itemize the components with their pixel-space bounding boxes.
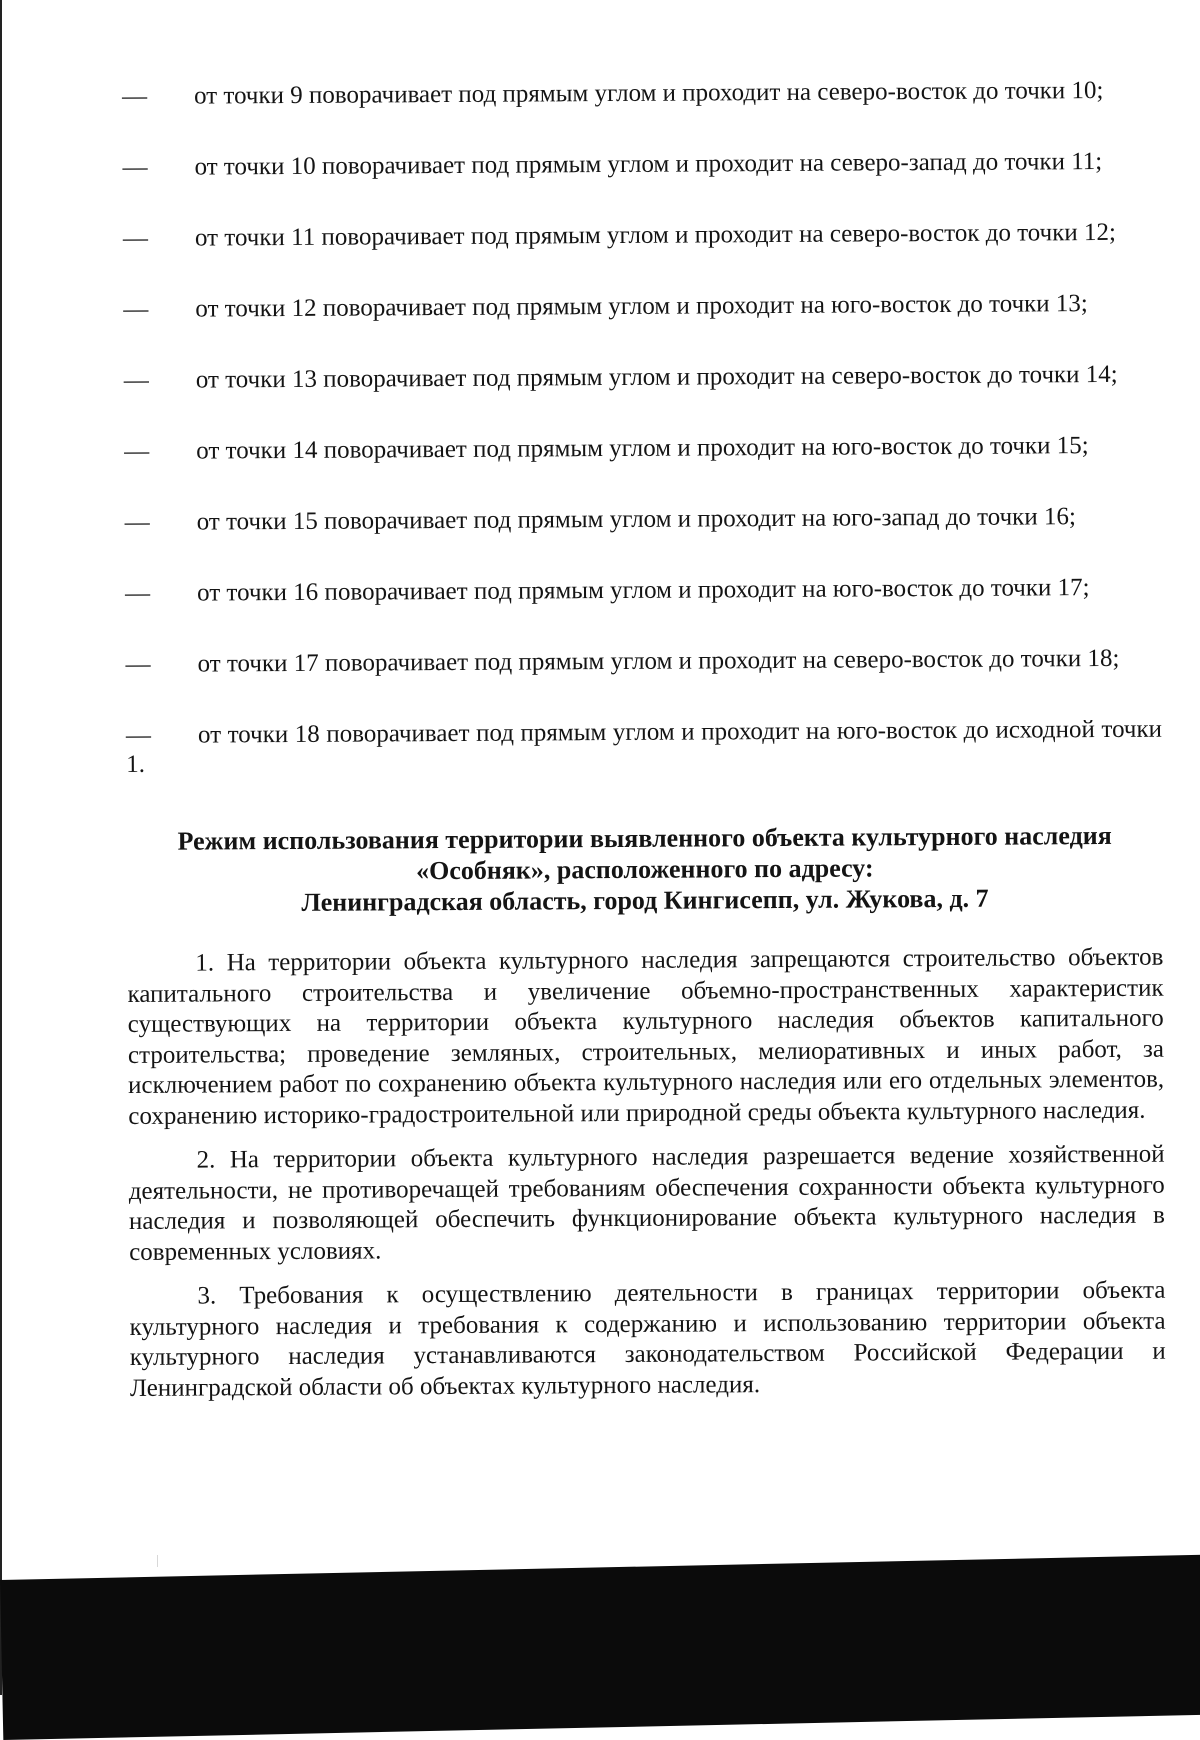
boundary-item-text: от точки 18 поворачивает под прямым углом и проходит на юго-восток до исходной точки 1. — [126, 715, 1163, 778]
boundary-item-point-13 — [124, 360, 1160, 395]
regime-paragraph-3: 3. Требования к осуществлению деятельности в границах территории объекта культурного наследия и требования к содержанию и использованию территории объекта культурного наследия устанавливаются законодательством Российской Федерации и Ленинградской области об объектах культурного наследия. — [129, 1276, 1166, 1402]
list-dash: — — [123, 295, 149, 323]
boundary-item-text: от точки 15 поворачивает под прямым углом и проходит на юго-запад до точки 16; — [196, 503, 1076, 536]
boundary-item-point-16 — [125, 573, 1161, 608]
boundary-item-text: от точки 14 поворачивает под прямым углом и проходит на юго-восток до точки 15; — [196, 432, 1089, 465]
heading-line-3: Ленинградская область, город Кингисепп, ул. Жукова, д. 7 — [301, 883, 989, 917]
regime-paragraph-1: 1. На территории объекта культурного наследия запрещаются строительство объектов капитального строительства и увеличение объемно-пространственных характеристик существующих на территории объекта культурного наследия объектов капитального строительства; проведение земляных, строительных, мелиоративных и иных работ, за исключением работ по сохранению объекта культурного наследия или его отдельных элементов, сохранению историко-градостроительной или природной среды объекта культурного наследия. — [127, 943, 1165, 1130]
list-dash: — — [122, 224, 149, 252]
section-heading — [127, 820, 1164, 919]
list-dash: — — [124, 437, 150, 465]
list-dash: — — [123, 366, 149, 394]
boundary-item-text: от точки 17 поворачивает под прямым углом и проходит на северо-восток до точки 18; — [197, 644, 1120, 678]
scan-bottom-border — [0, 1554, 1200, 1740]
heading-line-2: «Особняк», расположенного по адресу: — [415, 853, 874, 886]
boundary-item-point-18 — [126, 715, 1162, 779]
list-dash: — — [124, 508, 150, 536]
scan-left-edge — [0, 0, 2, 1695]
boundary-item-point-15 — [125, 502, 1161, 537]
boundary-item-point-14 — [124, 431, 1160, 466]
boundary-item-text: от точки 9 поворачивает под прямым углом и проходит на северо-восток до точки 10; — [194, 77, 1104, 110]
document-page — [122, 76, 1166, 1418]
list-dash: — — [122, 82, 148, 110]
regime-paragraphs — [127, 943, 1166, 1404]
boundary-item-point-11 — [123, 218, 1159, 253]
boundary-item-text: от точки 13 поворачивает под прямым углом и проходит на северо-восток до точки 14; — [195, 360, 1118, 394]
boundary-item-text: от точки 10 поворачивает под прямым углом и проходит на северо-запад до точки 11; — [194, 148, 1103, 181]
list-dash: — — [122, 153, 148, 181]
scan-speck — [157, 1555, 158, 1567]
boundary-item-point-10 — [122, 147, 1158, 182]
boundary-item-text: от точки 12 поворачивает под прямым углом и проходит на юго-восток до точки 13; — [195, 290, 1088, 323]
list-dash: — — [125, 721, 152, 749]
boundary-item-point-12 — [123, 289, 1159, 324]
boundary-item-point-9 — [122, 76, 1158, 111]
boundary-item-point-17 — [125, 644, 1161, 679]
boundary-item-text: от точки 16 поворачивает под прямым углом и проходит на юго-восток до точки 17; — [197, 574, 1090, 607]
boundary-item-text: от точки 11 поворачивает под прямым углом и проходит на северо-восток до точки 12; — [194, 218, 1116, 252]
heading-line-1: Режим использования территории выявленного объекта культурного наследия — [177, 820, 1112, 856]
list-dash: — — [125, 579, 151, 607]
boundary-description-list — [122, 76, 1162, 779]
regime-paragraph-2: 2. На территории объекта культурного наследия разрешается ведение хозяйственной деятельности, не противоречащей требованиям обеспечения сохранности объекта культурного наследия и позволяющей обеспечить функционирование объекта культурного наследия в современных условиях. — [128, 1140, 1166, 1266]
list-dash: — — [125, 650, 151, 678]
